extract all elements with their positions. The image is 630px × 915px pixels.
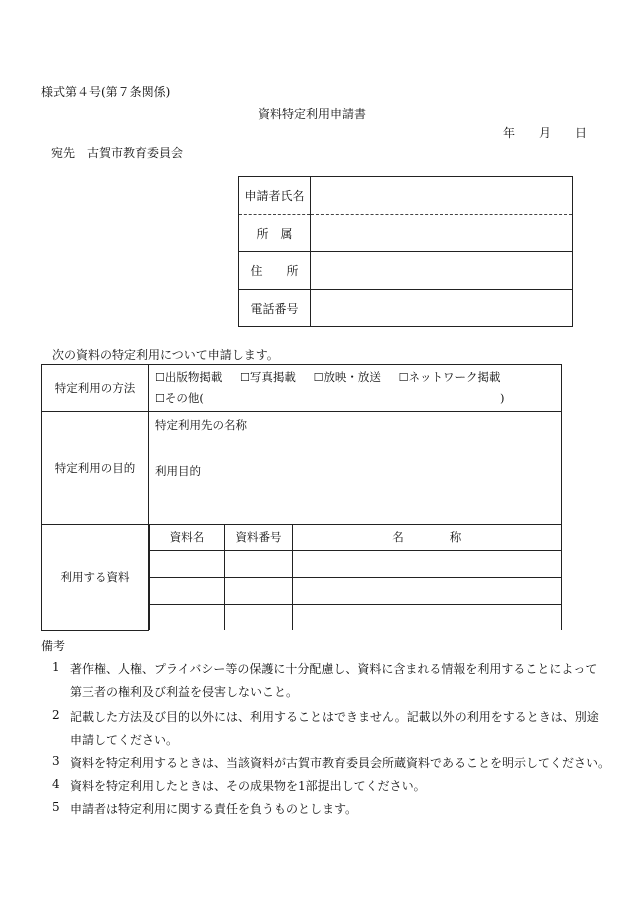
date-day: 日 (575, 126, 588, 140)
checkbox-icon: ☐ (398, 371, 409, 384)
remark-number: 1 (52, 660, 60, 674)
remark-text: 資料を特定利用したときは、その成果物を1部提出してください。 (70, 779, 426, 793)
address-label: 住 所 (239, 252, 311, 290)
checkbox-icon: ☐ (313, 371, 324, 384)
option-other[interactable]: ☐その他( (155, 391, 204, 405)
checkbox-icon: ☐ (155, 392, 165, 405)
material-title-cell[interactable] (293, 604, 562, 630)
date-month: 月 (539, 126, 552, 140)
col-material-title: 名 称 (293, 525, 562, 550)
remarks-heading: 備考 (41, 639, 66, 653)
remark-text-cont: 申請してください。 (70, 733, 179, 747)
remark-text: 著作権、人権、プライバシー等の保護に十分配慮し、資料に含まれる情報を利用することによって (70, 662, 598, 676)
remark-text: 申請者は特定利用に関する責任を負うものとします。 (70, 802, 358, 816)
material-number-cell[interactable] (225, 604, 293, 630)
remark-text: 資料を特定利用するときは、当該資料が古賀市教育委員会所蔵資料であることを明示してください。 (70, 756, 611, 770)
address-field[interactable] (311, 252, 573, 290)
form-number: 様式第４号(第７条関係) (41, 85, 171, 99)
materials-table (149, 525, 562, 630)
addressee: 宛先 古賀市教育委員会 (51, 146, 184, 160)
checkbox-icon: ☐ (155, 371, 165, 384)
material-name-cell[interactable] (150, 604, 225, 630)
purpose-label: 特定利用の目的 (42, 412, 149, 525)
date-year: 年 (503, 126, 516, 140)
phone-label: 電話番号 (239, 290, 311, 327)
affiliation-label: 所 属 (239, 215, 311, 252)
materials-label: 利用する資料 (42, 525, 149, 631)
material-title-cell[interactable] (293, 550, 562, 577)
remark-number: 5 (52, 800, 60, 814)
remark-number: 2 (52, 708, 60, 722)
method-label: 特定利用の方法 (42, 365, 149, 412)
col-material-name: 資料名 (150, 525, 225, 550)
checkbox-icon: ☐ (240, 371, 250, 384)
material-number-cell[interactable] (225, 550, 293, 577)
material-name-cell[interactable] (150, 577, 225, 604)
form-title: 資料特定利用申請書 (258, 107, 367, 121)
intro-text: 次の資料の特定利用について申請します。 (52, 348, 279, 362)
applicant-table (238, 176, 573, 327)
option-photo[interactable]: ☐写真掲載 (240, 370, 296, 384)
request-table (41, 364, 562, 631)
remark-text: 記載した方法及び目的以外には、利用することはできません。記載以外の利用をするときは、別途 (70, 710, 599, 724)
purpose-sub-label: 利用目的 (155, 464, 201, 478)
affiliation-field[interactable] (311, 215, 573, 252)
material-title-cell[interactable] (293, 577, 562, 604)
material-name-cell[interactable] (150, 550, 225, 577)
destination-label: 特定利用先の名称 (155, 418, 247, 432)
applicant-name-field[interactable] (311, 177, 573, 215)
other-close-paren: ) (500, 391, 505, 405)
remark-number: 4 (52, 777, 60, 791)
applicant-name-label: 申請者氏名 (239, 177, 311, 215)
remark-text-cont: 第三者の権利及び利益を侵害しないこと。 (70, 685, 299, 699)
col-material-number: 資料番号 (225, 525, 293, 550)
material-number-cell[interactable] (225, 577, 293, 604)
phone-field[interactable] (311, 290, 573, 327)
option-broadcast[interactable]: ☐放映・放送 (313, 370, 381, 384)
remark-number: 3 (52, 754, 60, 768)
option-publication[interactable]: ☐出版物掲載 (155, 370, 223, 384)
option-network[interactable]: ☐ネットワーク掲載 (398, 370, 501, 384)
